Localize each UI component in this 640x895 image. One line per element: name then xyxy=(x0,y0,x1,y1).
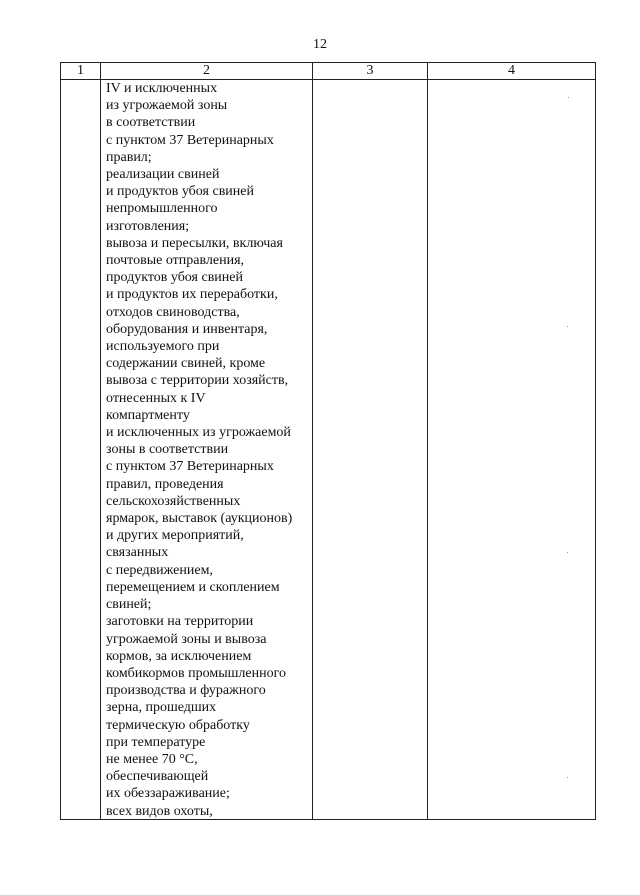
cell-text-line: и продуктов убоя свиней xyxy=(106,184,254,200)
cell-text-line: изготовления; xyxy=(106,218,190,234)
cell-text-line: и продуктов их переработки, xyxy=(106,287,278,303)
cell-text-line: непромышленного xyxy=(106,201,218,217)
cell-text-line: кормов, за исключением xyxy=(106,648,252,664)
cell-text-line: не менее 70 °C, xyxy=(106,751,198,767)
cell-text-line: отнесенных к IV xyxy=(106,390,206,406)
scan-speck xyxy=(567,777,568,778)
cell-text-line: перемещением и скоплением xyxy=(106,579,280,595)
cell-text-line: содержании свиней, кроме xyxy=(106,356,266,372)
column-divider-2 xyxy=(312,63,313,819)
cell-text-line: зерна, прошедших xyxy=(106,700,217,716)
cell-text-line: реализации свиней xyxy=(106,167,220,183)
document-table xyxy=(60,62,596,820)
cell-text-line: при температуре xyxy=(106,734,206,750)
cell-text-line: связанных xyxy=(106,545,169,561)
cell-text-line: заготовки на территории xyxy=(106,614,254,630)
scan-speck xyxy=(567,326,568,327)
cell-text-line: оборудования и инвентаря, xyxy=(106,321,268,337)
column-divider-3 xyxy=(427,63,428,819)
cell-text-line: и исключенных из угрожаемой xyxy=(106,425,291,441)
cell-text-line: вывоза и пересылки, включая xyxy=(106,235,283,251)
cell-text-line: в соответствии xyxy=(106,115,196,131)
cell-text-line: угрожаемой зоны и вывоза xyxy=(106,631,267,647)
cell-text-line: с пунктом 37 Ветеринарных xyxy=(106,132,274,148)
cell-text-line: правил; xyxy=(106,149,152,165)
cell-text-line: ярмарок, выставок (аукционов) xyxy=(106,511,293,527)
scan-speck xyxy=(567,552,568,553)
cell-text-line: их обеззараживание; xyxy=(106,786,230,802)
cell-text-line: всех видов охоты, xyxy=(106,803,213,819)
page-number: 12 xyxy=(313,37,327,52)
cell-text-line: вывоза с территории хозяйств, xyxy=(106,373,289,389)
cell-text-line: из угрожаемой зоны xyxy=(106,98,228,114)
cell-text-line: компартменту xyxy=(106,407,190,423)
cell-text-line: обеспечивающей xyxy=(106,769,209,785)
cell-text-line: отходов свиноводства, xyxy=(106,304,240,320)
cell-text-line: с пунктом 37 Ветеринарных xyxy=(106,459,274,475)
cell-text-line: свиней; xyxy=(106,597,152,613)
cell-text-line: производства и фуражного xyxy=(106,683,266,699)
column-header-4: 4 xyxy=(508,63,515,78)
cell-text-line: и других мероприятий, xyxy=(106,528,244,544)
column-2-cell-text xyxy=(106,80,311,820)
cell-text-line: IV и исключенных xyxy=(106,81,218,96)
column-header-1: 1 xyxy=(77,63,84,78)
column-header-2: 2 xyxy=(203,63,210,78)
cell-text-line: сельскохозяйственных xyxy=(106,493,241,509)
cell-text-line: с передвижением, xyxy=(106,562,213,578)
cell-text-line: зоны в соответствии xyxy=(106,442,229,458)
cell-text-line: термическую обработку xyxy=(106,717,250,733)
cell-text-line: почтовые отправления, xyxy=(106,253,245,269)
scan-speck xyxy=(568,97,569,98)
cell-text-line: комбикормов промышленного xyxy=(106,665,286,681)
cell-text-line: продуктов убоя свиней xyxy=(106,270,243,286)
cell-text-line: правил, проведения xyxy=(106,476,224,492)
column-header-3: 3 xyxy=(366,63,374,78)
column-divider-1 xyxy=(100,63,101,819)
cell-text-line: используемого при xyxy=(106,339,220,355)
